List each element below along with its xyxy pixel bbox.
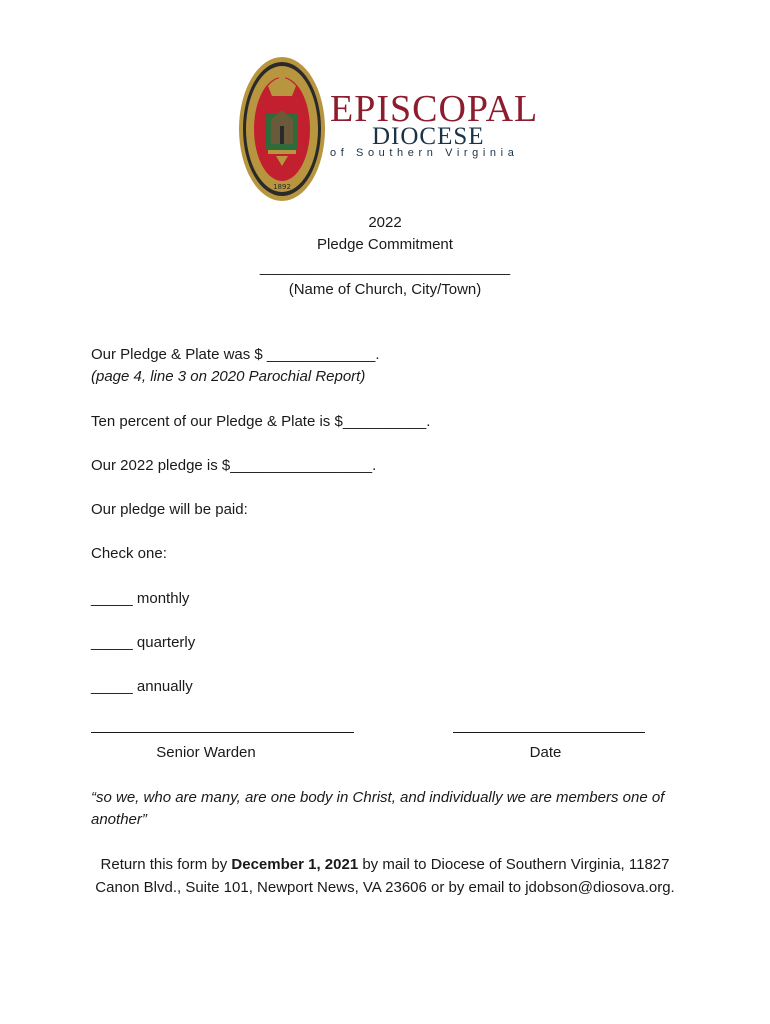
pledge-plate-note: (page 4, line 3 on 2020 Parochial Report) — [91, 368, 366, 385]
scripture-quote: “so we, who are many, are one body in Christ, and individually we are members one of another” — [91, 789, 665, 828]
pledge-plate-line: Our Pledge & Plate was $ _____________. — [91, 346, 380, 363]
svg-text:1892: 1892 — [273, 183, 291, 191]
return-instructions — [90, 853, 680, 899]
option-quarterly: _____ quarterly — [91, 634, 196, 651]
return-deadline: December 1, 2021 — [231, 856, 359, 873]
check-one-label: Check one: — [91, 545, 167, 562]
pledge-2022-line: Our 2022 pledge is $_________________. — [91, 457, 377, 474]
senior-warden-label: Senior Warden — [156, 744, 256, 761]
option-monthly: _____ monthly — [91, 590, 190, 607]
ten-percent-line: Ten percent of our Pledge & Plate is $__________. — [91, 413, 431, 430]
date-label: Date — [529, 744, 562, 761]
return-text-before: Return this form by — [100, 856, 232, 873]
warden-signature-line — [91, 732, 354, 733]
return-text-after: by mail to Diocese of Southern Virginia, 11827 Canon Blvd., Suite 101, Newport News, VA 23606 or by email to jdobson@diosova.org. — [95, 856, 675, 896]
date-signature-line — [453, 732, 645, 733]
option-annually: _____ annually — [91, 678, 193, 695]
form-year: 2022 — [368, 214, 402, 231]
diocese-seal-icon — [238, 56, 326, 202]
diocese-logo — [238, 56, 538, 202]
form-title: Pledge Commitment — [317, 236, 453, 253]
logo-wordmark-southern-virginia: of Southern Virginia — [330, 147, 519, 159]
church-name-label: (Name of Church, City/Town) — [288, 281, 482, 298]
logo-wordmark-episcopal: EPISCOPAL — [330, 88, 539, 130]
church-name-blank: ______________________________ — [259, 259, 511, 276]
logo-wordmark-diocese: DIOCESE — [372, 123, 485, 150]
payment-schedule-label: Our pledge will be paid: — [91, 501, 248, 518]
